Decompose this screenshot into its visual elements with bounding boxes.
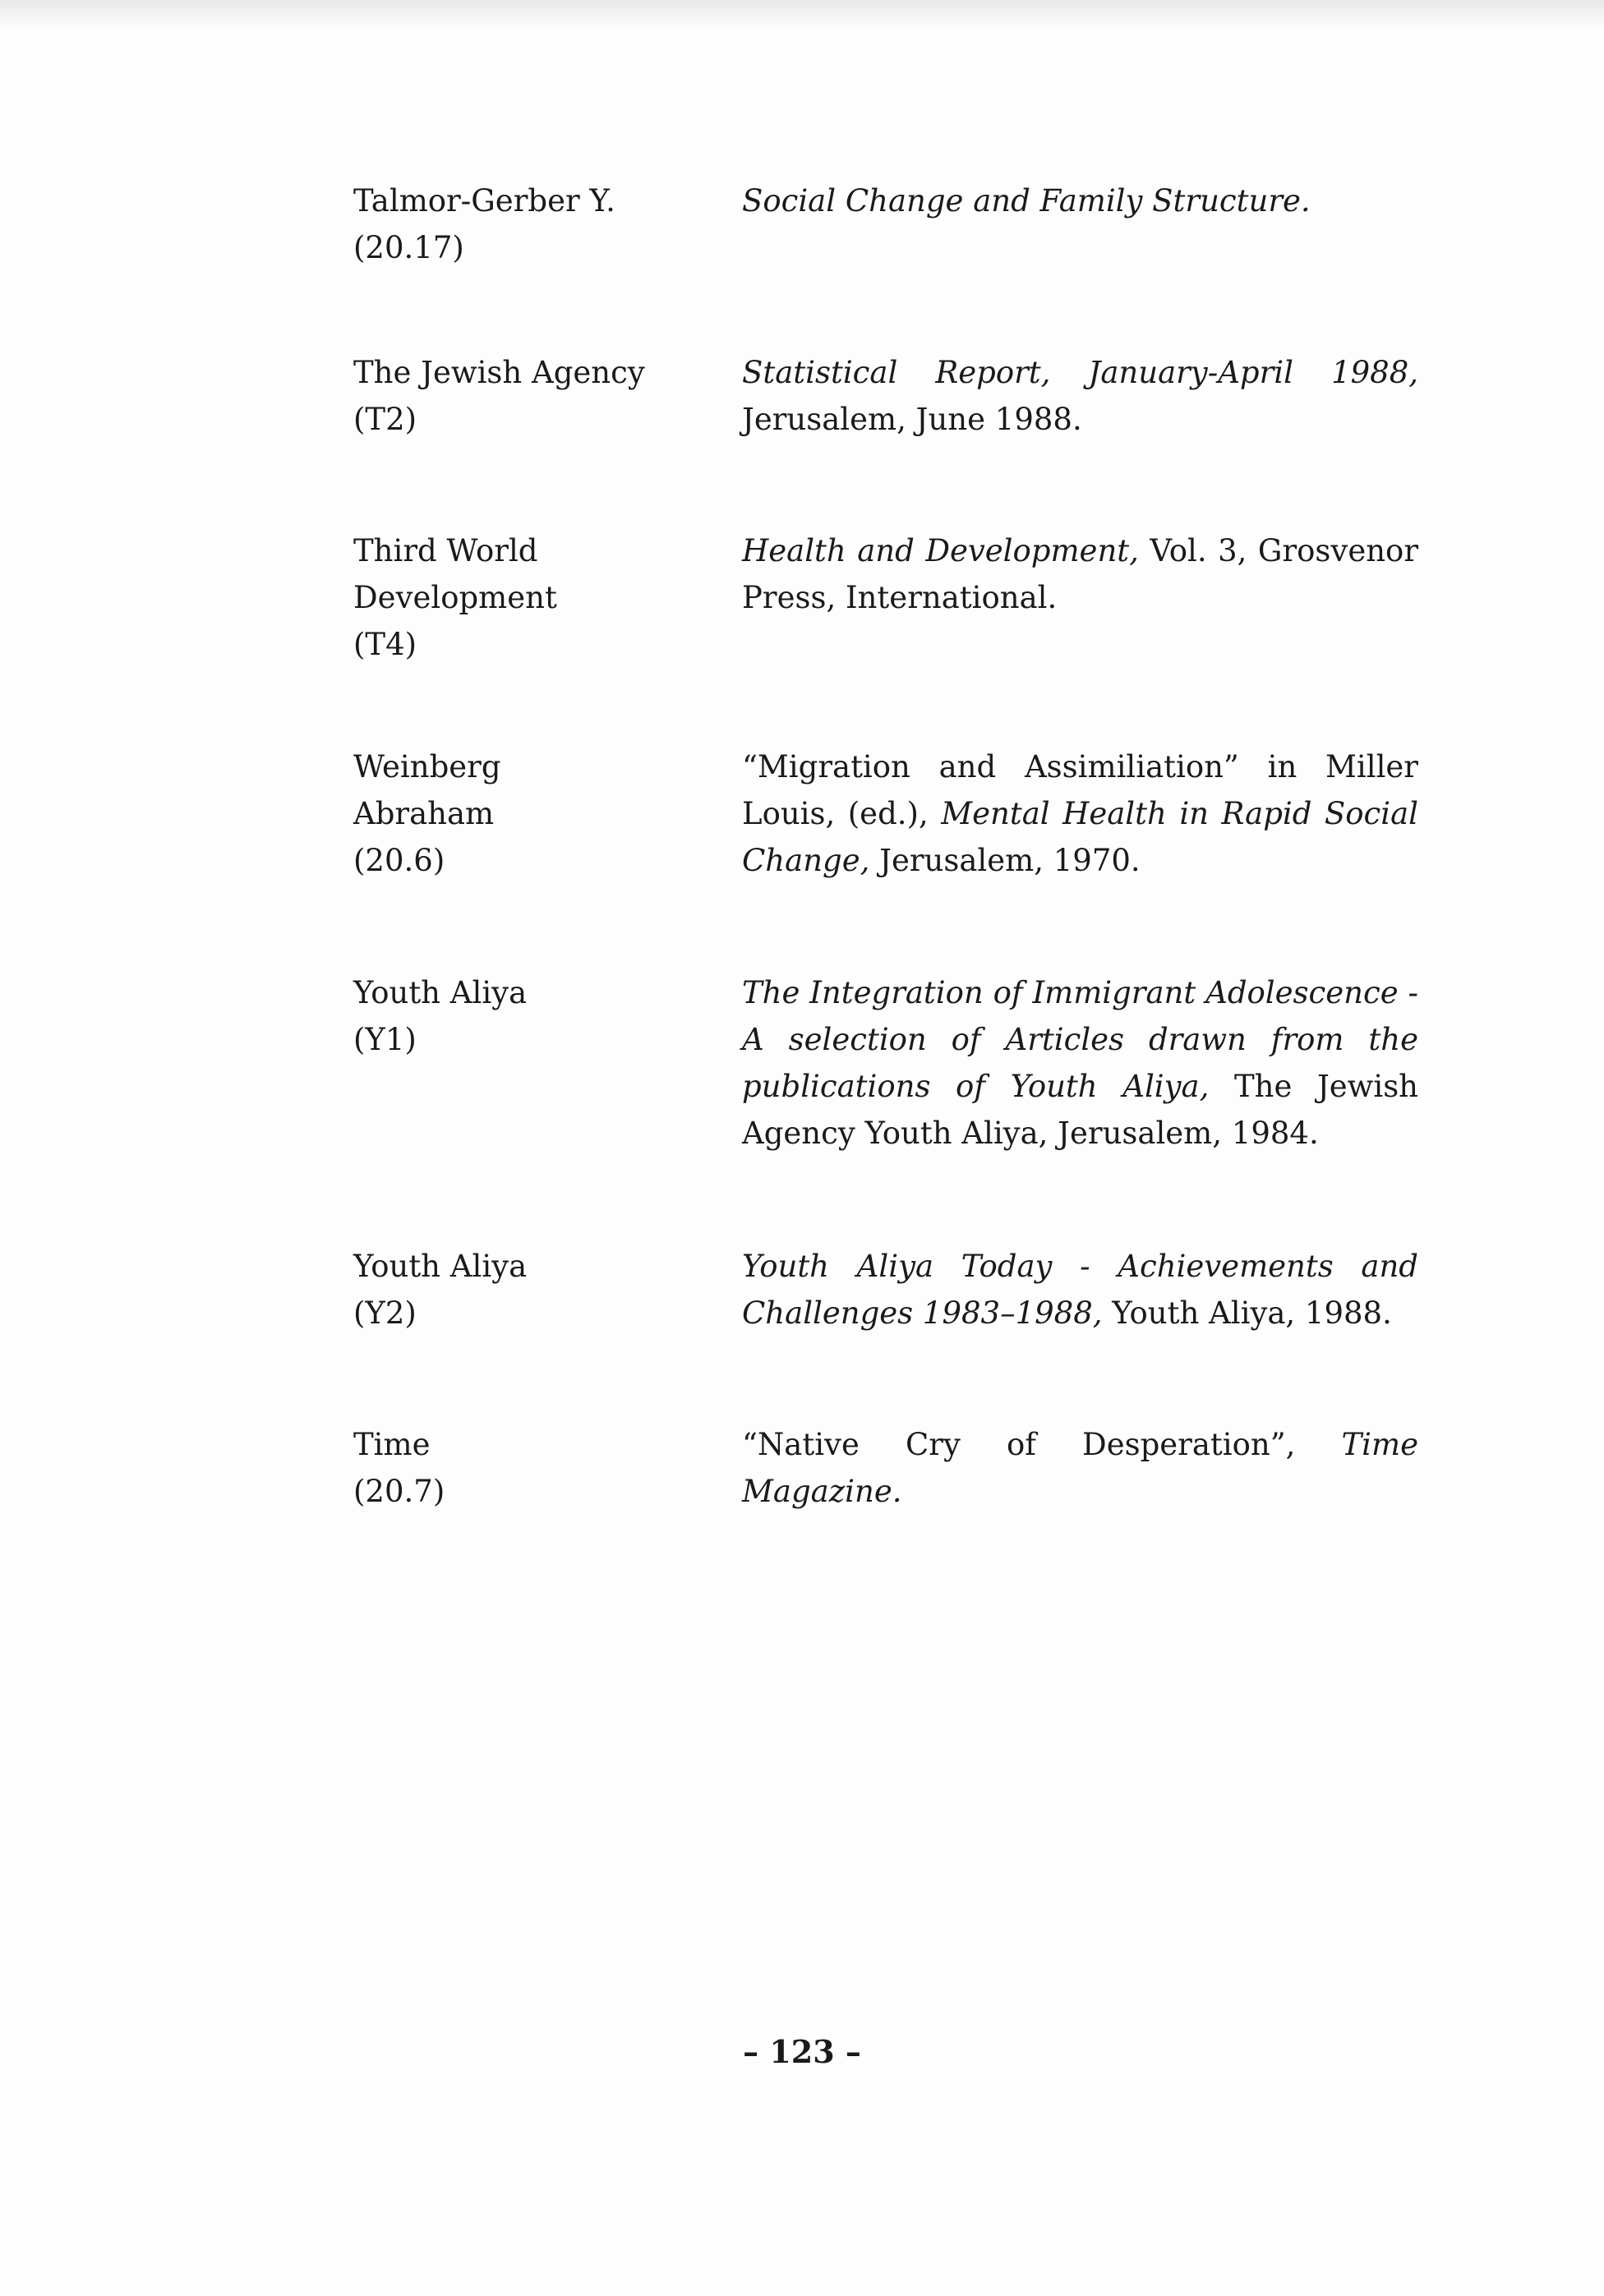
entry-author: [353, 1243, 649, 1337]
reference-title: Time Magazine.: [742, 1427, 1418, 1509]
author-code: (Y1): [353, 1022, 417, 1057]
author-name: The Jewish Agency: [353, 355, 645, 390]
reference-title: Health and Development,: [742, 533, 1139, 568]
author-code: (20.6): [353, 843, 445, 878]
entry-author: [353, 177, 649, 271]
entry-author: [353, 743, 649, 884]
reference-title: Social Change and Family Structure.: [742, 183, 1311, 219]
entry-reference: [742, 527, 1418, 621]
reference-article: “Native Cry of Desperation”,: [742, 1427, 1296, 1462]
entry-author: [353, 1421, 649, 1515]
author-name: Talmor-Gerber Y.: [353, 183, 615, 219]
entry-reference: [742, 177, 1418, 224]
reference-title: Statistical Report, January-April 1988,: [742, 355, 1418, 390]
author-name: Youth Aliya: [353, 975, 528, 1010]
reference-title: The Integration of Immigrant Adolescence - A selection of Articles drawn from the publications of Youth Aliya,: [742, 975, 1418, 1104]
author-code: (Y2): [353, 1295, 417, 1331]
author-name-line1: Third World: [353, 533, 538, 568]
reference-details: Youth Aliya, 1988.: [1112, 1295, 1392, 1331]
author-code: (20.7): [353, 1474, 445, 1509]
scan-edge-shadow: [0, 0, 1604, 28]
reference-details: Jerusalem, 1970.: [879, 843, 1141, 878]
entry-reference: [742, 1421, 1418, 1515]
author-code: (20.17): [353, 230, 464, 265]
reference-title: Mental Health in Rapid Social Change,: [742, 796, 1418, 878]
entry-reference: [742, 743, 1418, 884]
author-name: Time: [353, 1427, 431, 1462]
author-code: (T2): [353, 402, 417, 437]
reference-details: The Jewish Agency Youth Aliya, Jerusalem, 1984.: [742, 1069, 1419, 1151]
entry-author: [353, 349, 649, 443]
reference-title: Youth Aliya Today - Achievements and Challenges 1983–1988,: [742, 1249, 1418, 1331]
entry-reference: [742, 969, 1418, 1157]
author-code: (T4): [353, 627, 417, 662]
reference-details: Jerusalem, June 1988.: [742, 402, 1082, 437]
reference-article: “Migration and Assimiliation” in Miller Louis, (ed.),: [742, 749, 1418, 831]
reference-details: Vol. 3, Grosvenor Press, International.: [742, 533, 1419, 615]
author-name: Youth Aliya: [353, 1249, 528, 1284]
author-name-line2: Development: [353, 580, 557, 615]
entry-reference: [742, 1243, 1418, 1337]
entry-reference: [742, 349, 1418, 443]
entry-author: [353, 969, 649, 1063]
entry-author: [353, 527, 649, 668]
page-number: – 123 –: [743, 2033, 861, 2070]
author-name: Weinberg Abraham: [353, 749, 501, 831]
